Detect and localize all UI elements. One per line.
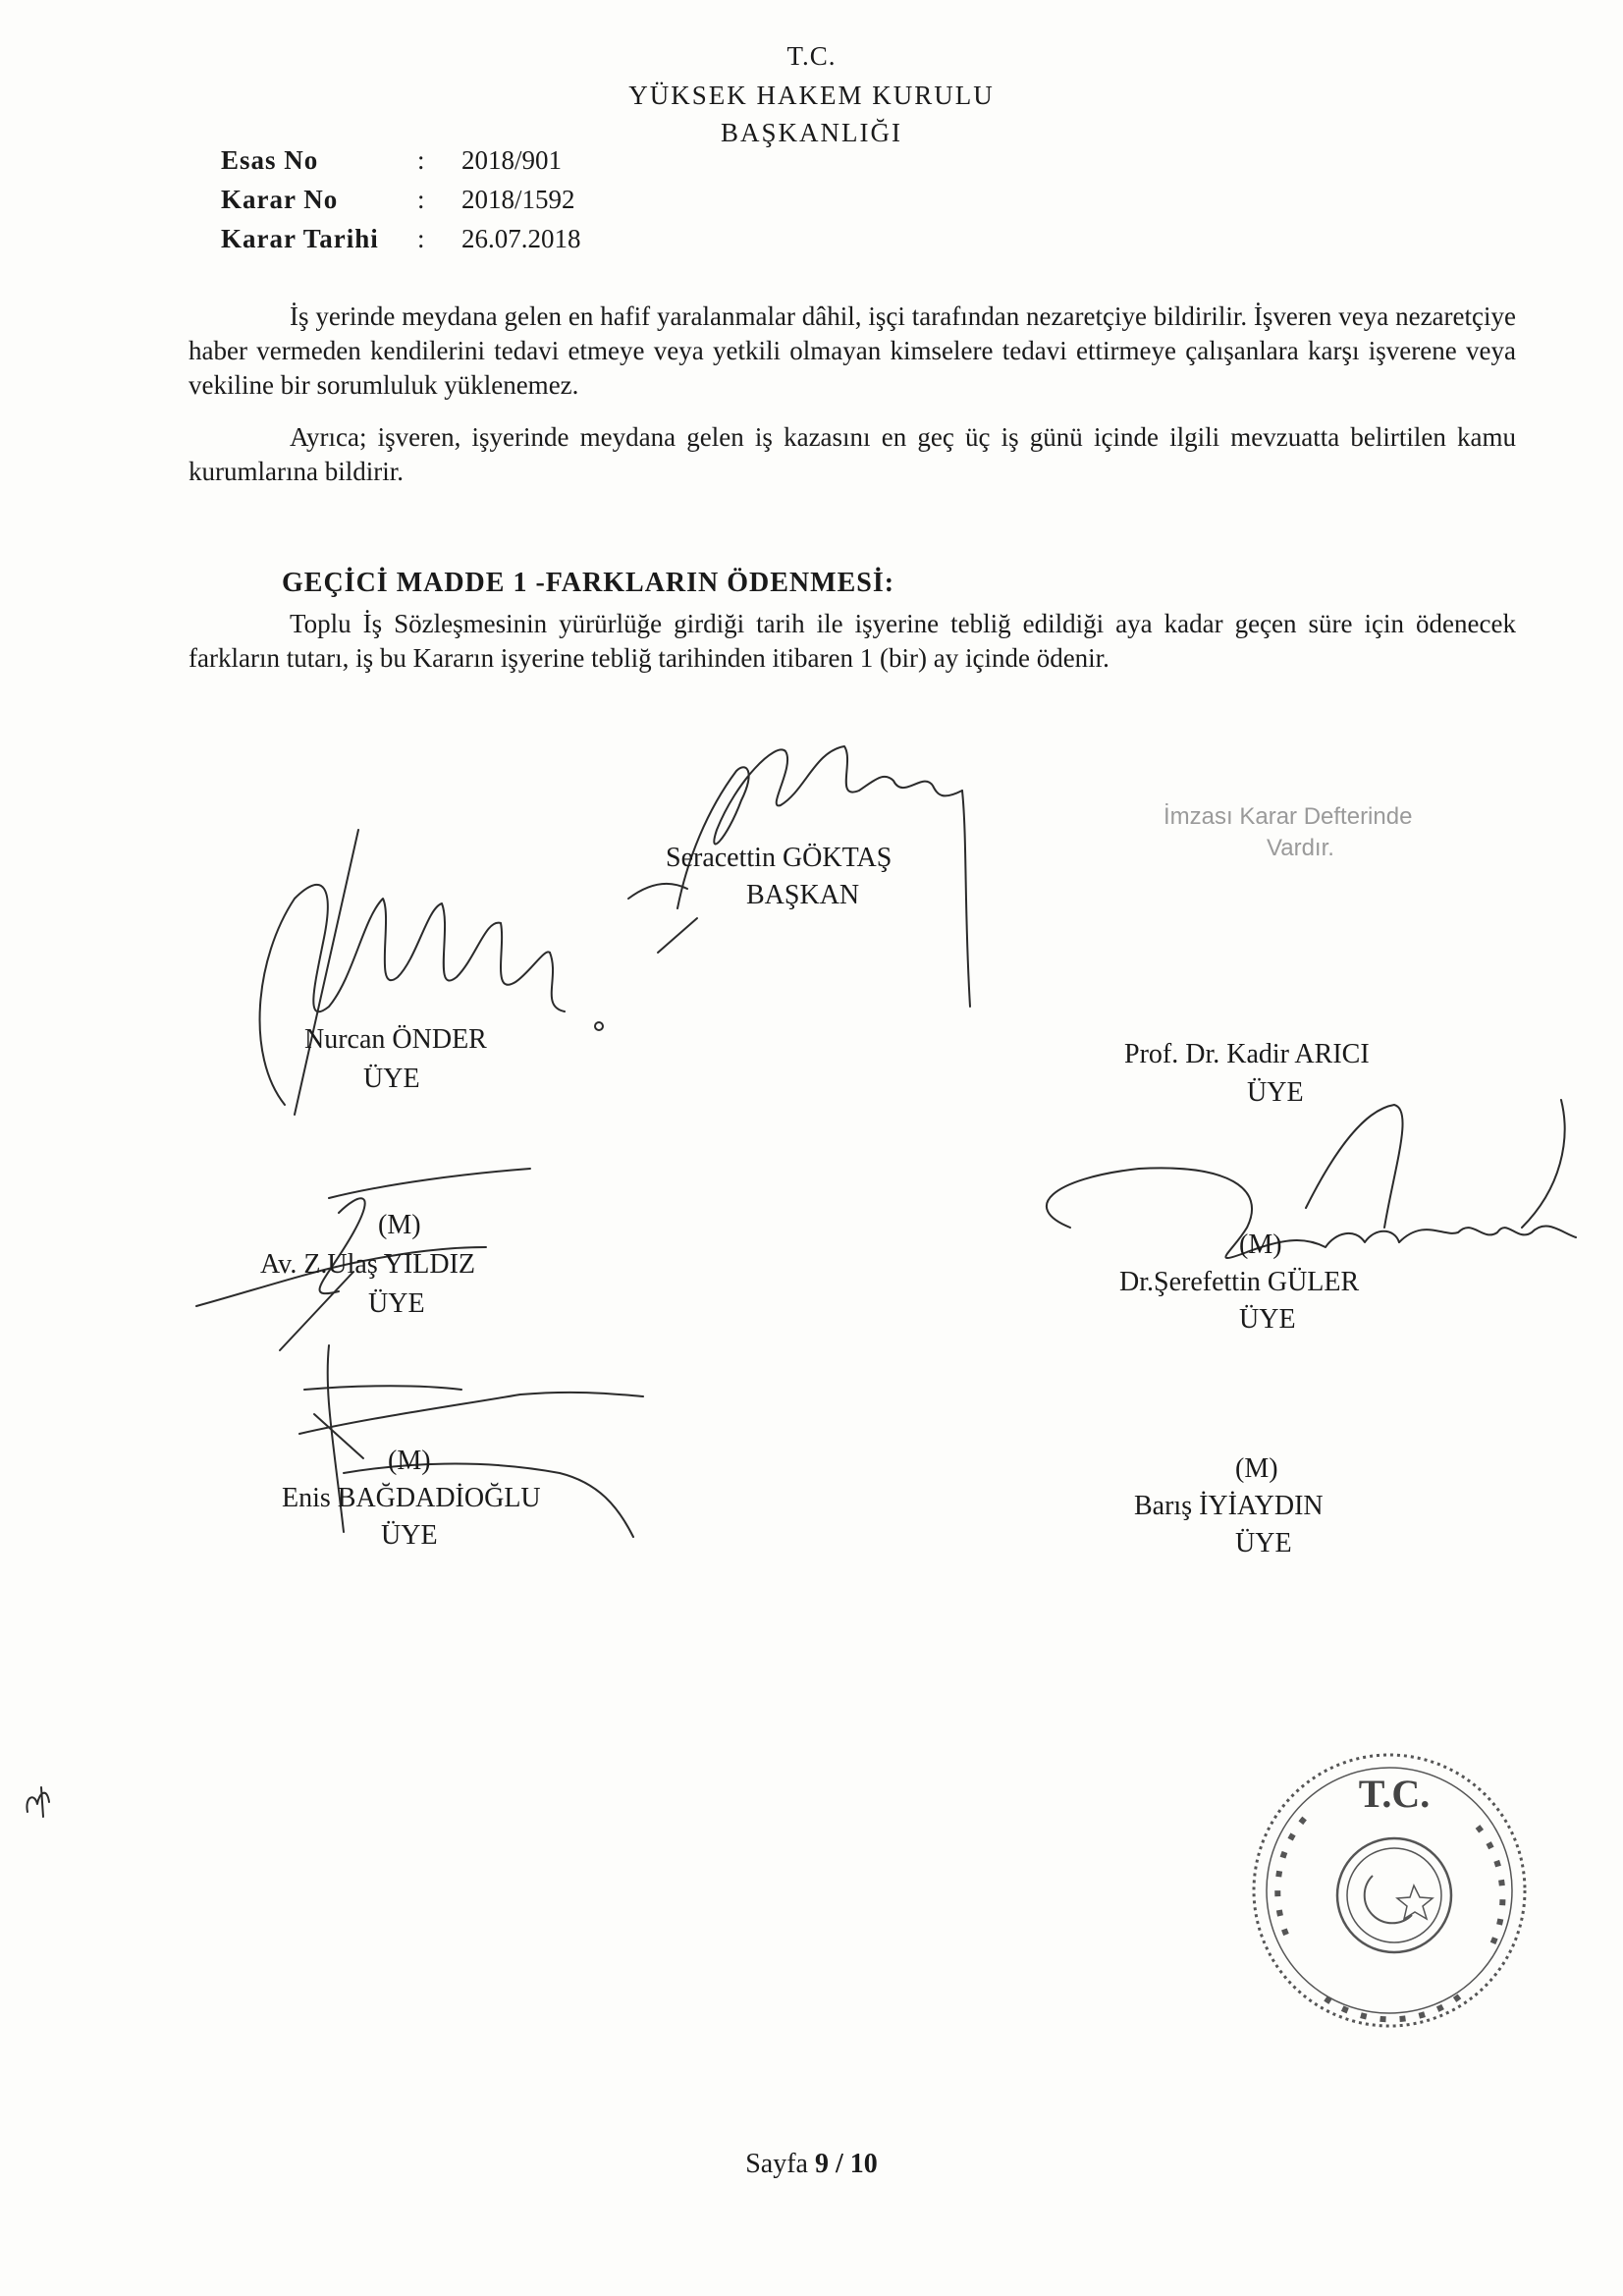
signatory-baris-role: ÜYE xyxy=(1235,1528,1292,1558)
section-title: GEÇİCİ MADDE 1 -FARKLARIN ÖDENMESİ: xyxy=(282,568,895,598)
signatory-baris-name: Barış İYİAYDIN xyxy=(1134,1491,1324,1521)
meta-tarih-colon: : xyxy=(417,224,425,253)
meta-esas-label: Esas No xyxy=(221,145,319,175)
signatory-enis-role: ÜYE xyxy=(381,1520,438,1551)
signatory-kadir-name: Prof. Dr. Kadir ARICI xyxy=(1124,1039,1370,1069)
signatory-nurcan-name: Nurcan ÖNDER xyxy=(304,1024,487,1055)
paragraph-accident-report: Ayrıca; işveren, işyerinde meydana gelen iş kazasını en geç üç iş günü içinde ilgili mevzuatta belirtilen kamu kurumlarına bildirir. xyxy=(189,422,1516,486)
meta-karar-row xyxy=(221,185,575,215)
meta-karar-label: Karar No xyxy=(221,185,339,214)
signatory-ulas-mark: (M) xyxy=(378,1210,421,1240)
signatory-kadir-role: ÜYE xyxy=(1247,1077,1304,1108)
signature-nurcan-scribble xyxy=(236,810,619,1124)
meta-karar-value: 2018/1592 xyxy=(461,185,575,214)
paragraph-injury-report: İş yerinde meydana gelen en hafif yaralanmalar dâhil, işçi tarafından nezaretçiye bildirilir. İşveren veya nezaretçiye haber vermeden kendilerini tedavi etmeye veya yetkili olmayan kimselere tedavi ettirmeye çalışanlara karşı işverene veya vekiline bir sorumluluk yüklenemez. xyxy=(189,301,1516,400)
signatory-nurcan-role: ÜYE xyxy=(363,1064,420,1094)
signatory-baskan-name: Seracettin GÖKTAŞ xyxy=(666,843,893,873)
header-presidency: BAŞKANLIĞI xyxy=(721,118,902,147)
official-seal xyxy=(1247,1748,1532,2033)
signatory-serefettin-mark: (M) xyxy=(1239,1230,1282,1260)
footer-page: 9 xyxy=(814,2149,829,2179)
margin-initials-mark xyxy=(20,1782,59,1822)
signatory-serefettin-name: Dr.Şerefettin GÜLER xyxy=(1119,1267,1360,1297)
meta-tarih-value: 26.07.2018 xyxy=(461,224,581,253)
signatory-ulas-name: Av. Z.Ulaş YILDIZ xyxy=(260,1249,476,1280)
signatory-baris-mark: (M) xyxy=(1235,1453,1278,1484)
page-footer xyxy=(0,2149,1623,2180)
stamp-note-line2: Vardır. xyxy=(1267,835,1334,861)
signatory-ulas-role: ÜYE xyxy=(368,1288,425,1319)
signatory-enis-name: Enis BAĞDADİOĞLU xyxy=(282,1483,541,1513)
signatory-enis-mark: (M) xyxy=(388,1446,431,1476)
signatory-serefettin-role: ÜYE xyxy=(1239,1304,1296,1335)
seal-text: T.C. xyxy=(1358,1772,1431,1816)
meta-tarih-row xyxy=(221,224,581,254)
footer-separator: / xyxy=(835,2149,843,2179)
meta-esas-value: 2018/901 xyxy=(461,145,563,175)
meta-esas-row xyxy=(221,145,562,176)
header-institution: YÜKSEK HAKEM KURULU xyxy=(628,81,995,110)
signatory-baskan-role: BAŞKAN xyxy=(746,880,860,910)
meta-esas-colon: : xyxy=(417,145,425,175)
meta-karar-colon: : xyxy=(417,185,425,214)
footer-total: 10 xyxy=(849,2149,878,2179)
meta-tarih-label: Karar Tarihi xyxy=(221,224,379,253)
header-tc: T.C. xyxy=(786,41,837,71)
footer-prefix: Sayfa xyxy=(745,2149,808,2179)
stamp-note-line1: İmzası Karar Defterinde xyxy=(1163,803,1413,830)
section-body: Toplu İş Sözleşmesinin yürürlüğe girdiği tarih ile işyerine tebliğ edildiği aya kadar geçen süre için ödenecek farkların tutarı, iş bu Kararın işyerine tebliğ tarihinden itibaren 1 (bir) ay içinde ödenir. xyxy=(189,609,1516,673)
